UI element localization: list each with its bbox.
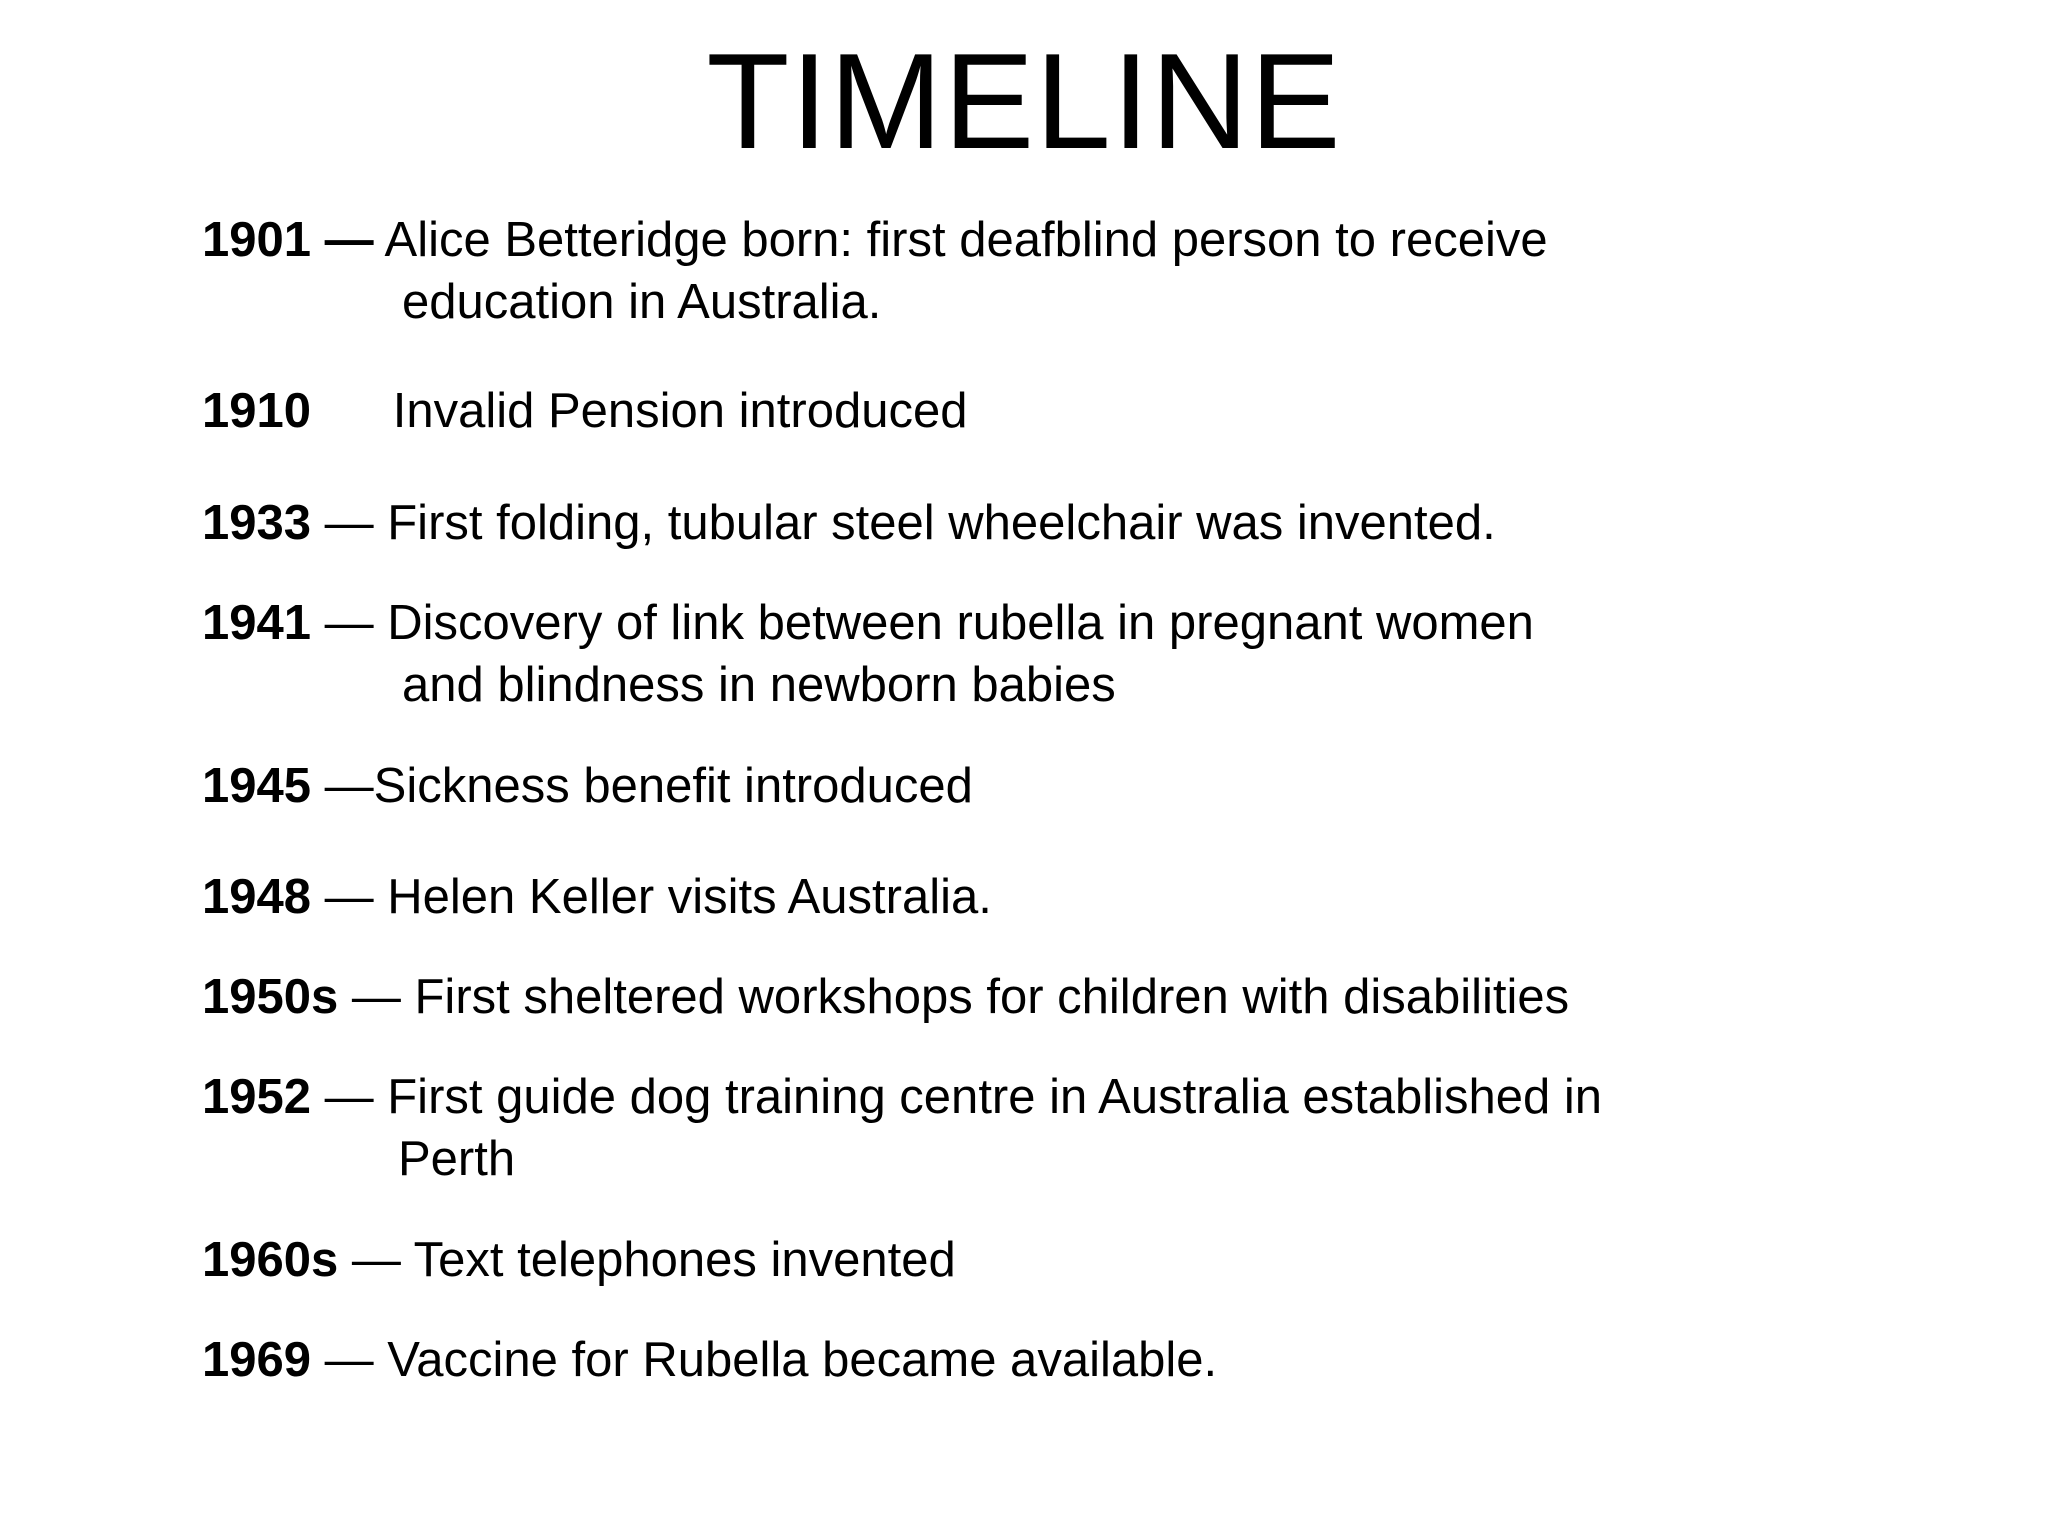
entry-text-continued: Perth [398,1132,516,1186]
entry-separator: — [311,1070,388,1124]
entry-text: Alice Betteridge born: first deafblind person to receive [384,213,1548,267]
entry-separator: — [311,596,388,650]
entry-year: 1941 [202,596,312,650]
timeline-entry-1969 [202,1329,1217,1391]
entry-year: 1969 [202,1333,312,1387]
entry-year: 1933 [202,496,312,550]
entry-text: Invalid Pension introduced [392,384,968,438]
entry-year: 1910 [202,384,312,438]
entry-separator [374,213,385,267]
entry-year: 1945 [202,759,312,813]
timeline-entry-1910 [202,380,967,442]
timeline-entry-1952 [202,1066,1602,1190]
entry-text: First sheltered workshops for children with disabilities [414,970,1570,1024]
entry-separator: — [338,970,415,1024]
entry-separator: — [338,1233,414,1287]
entry-text: Discovery of link between rubella in pregnant women [387,596,1534,650]
entry-text: Vaccine for Rubella became available. [387,1333,1218,1387]
entry-text: Sickness benefit introduced [373,759,973,813]
timeline-entry-1901 [202,209,1548,333]
entry-text: First guide dog training centre in Australia established in [387,1070,1603,1124]
page-title: TIMELINE [706,25,1342,177]
entry-separator [311,384,393,438]
entry-separator: — [311,1333,388,1387]
timeline-entry-1945 [202,755,973,817]
entry-separator: — [311,870,388,924]
entry-year: 1950s [202,970,339,1024]
entry-year: 1901 — [202,213,374,267]
timeline-entry-1960s [202,1229,956,1291]
entry-separator: — [311,759,374,813]
entry-text: Text telephones invented [413,1233,956,1287]
entry-year: 1960s [202,1233,339,1287]
timeline-entry-1933 [202,492,1496,554]
entry-text-continued: education in Australia. [402,275,882,329]
timeline-entry-1948 [202,866,992,928]
timeline-entry-1941 [202,592,1534,716]
entry-text: First folding, tubular steel wheelchair was invented. [387,496,1496,550]
entry-year: 1948 [202,870,312,924]
entry-text: Helen Keller visits Australia. [387,870,992,924]
entry-text-continued: and blindness in newborn babies [402,658,1116,712]
entry-year: 1952 [202,1070,312,1124]
entry-separator: — [311,496,388,550]
timeline-entry-1950s [202,966,1569,1028]
